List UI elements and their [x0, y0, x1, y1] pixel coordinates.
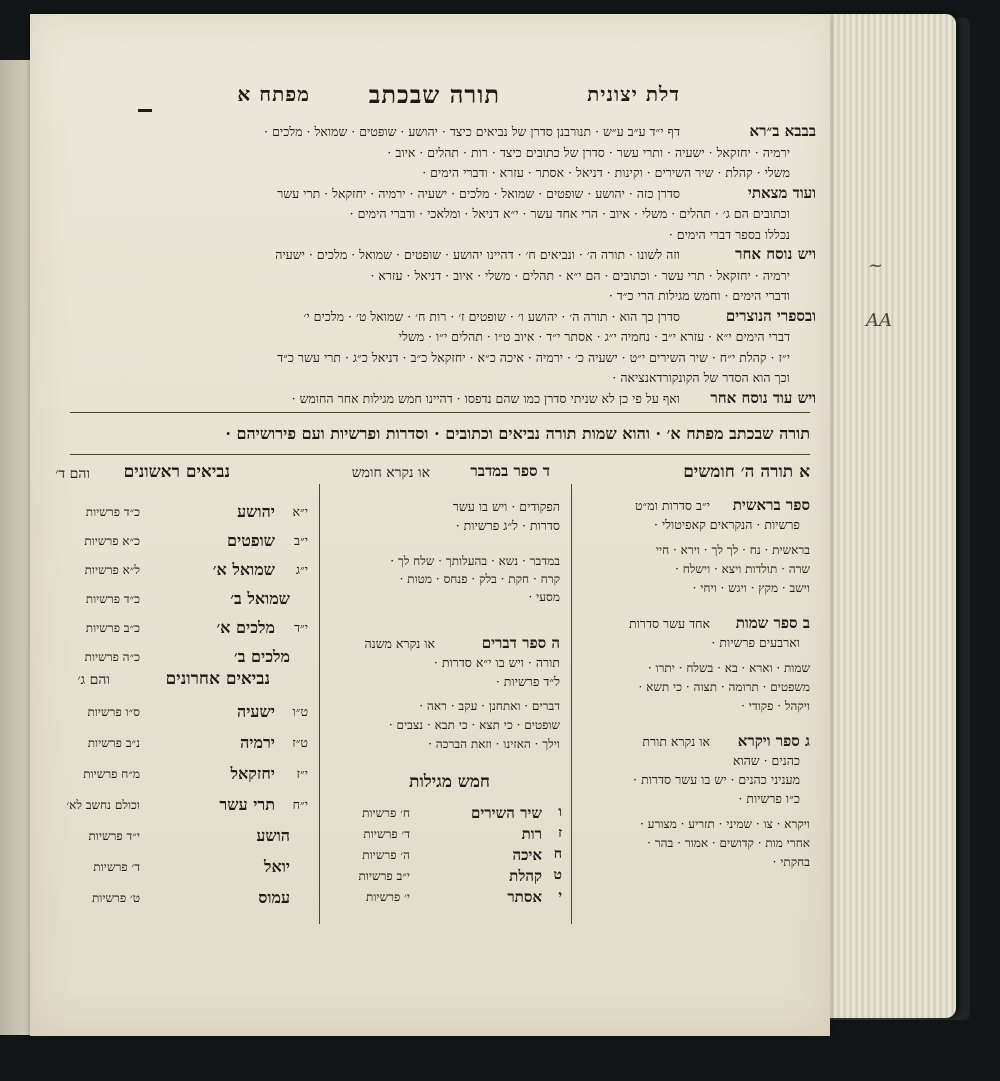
devarim-parashot-line: שופטים · כי תצא · כי תבא · נצבים ·	[388, 718, 560, 732]
parashot-line: שרה · תולדות ויצא · וישלח ·	[675, 562, 810, 576]
prophet-name: מלכים א׳	[216, 618, 275, 637]
early-prophets-tail: והם ד׳	[55, 466, 90, 482]
book-desc-line: וארבעים פרשיות ·	[711, 635, 800, 650]
margin-note-2: AA	[866, 310, 892, 331]
page-stack-edge	[810, 14, 956, 1018]
parashot-line: אחרי מות · קדושים · אמור · בהר ·	[647, 836, 810, 850]
section-title: תורה שבכתב מפתח א׳ · והוא שמות תורה נביאים וכתובים · וסדרות ופרשיות ועם פירושיהם ·	[225, 424, 810, 443]
prophet-num: י״ז	[296, 766, 308, 781]
intro-line: ירמיה · יחזקאל · תרי עשר · וכתובים · הם י״א · תהלים · משלי · איוב · דניאל · עזרא ·	[370, 267, 790, 283]
megillah-count: י״ב פרשיות	[358, 869, 410, 883]
devarim-heading: ה ספר דברים	[481, 634, 560, 652]
megillah-name: אסתר	[507, 888, 542, 906]
book-page	[30, 14, 830, 1036]
prophet-num: י״ב	[293, 533, 308, 548]
margin-note-1: ~	[868, 255, 884, 276]
prophet-num: י״ד	[293, 620, 308, 635]
book-desc-line: מעניני כהנים · יש בו עשר סדרות ·	[633, 772, 800, 787]
later-prophets-heading: נביאים אחרונים	[165, 669, 270, 689]
devarim-desc-line: תורה · ויש בו י״א סדרות ·	[433, 655, 560, 670]
megillah-count: י׳ פרשיות	[366, 890, 410, 904]
prophet-count: וכולם נחשב לא׳	[66, 798, 140, 812]
prophet-count: ס״ו פרשיות	[87, 705, 140, 719]
intro-lead: בבבא ב״רא	[749, 122, 816, 140]
bamidbar-heading: ד ספר במדבר	[470, 462, 550, 480]
megillah-num: ח	[553, 846, 562, 862]
megillah-count: ח׳ פרשיות	[362, 806, 410, 820]
book-desc-line: י״ב סדרות ומ״ט	[635, 498, 710, 513]
bamidbar-parashot-line: במדבר · נשא · בהעלותך · שלח לך ·	[390, 554, 560, 568]
head-left: מפתח א	[237, 82, 310, 106]
megillah-name: שיר השירים	[471, 804, 542, 822]
prophet-name: יואל	[263, 857, 290, 876]
megillah-num: ז	[558, 825, 562, 841]
parashot-line: ויקרא · צו · שמיני · תזריע · מצורע ·	[640, 817, 810, 831]
bamidbar-parashot-line: מסעי ·	[528, 590, 560, 604]
intro-line: ודברי הימים · וחמש מגילות הרי כ״ד ·	[608, 288, 790, 303]
prophet-name: הושע	[256, 826, 290, 845]
devarim-desc-line: או נקרא משנה	[364, 636, 435, 651]
book-heading: ב ספר שמות	[735, 614, 810, 632]
parashot-line: משפטים · תרומה · תצוה · כי תשא ·	[638, 680, 810, 694]
prophet-num: י״ח	[292, 797, 308, 812]
book-heading: ג ספר ויקרא	[737, 732, 810, 750]
megillah-count: ה׳ פרשיות	[362, 848, 410, 862]
divider-section	[70, 454, 810, 455]
megillot-heading: חמש מגילות	[409, 772, 490, 792]
prophet-num: ט״ז	[292, 735, 308, 750]
prophet-count: כ״ב פרשיות	[85, 621, 140, 635]
book-desc-line: אחד עשר סדרות	[628, 616, 710, 631]
megillah-num: ט	[553, 867, 562, 883]
column-divider-2	[319, 484, 320, 924]
intro-line: וכתובים הם ג׳ · תהלים · משלי · איוב · הרי אחד עשר · י״א דניאל · ומלאכי · ודברי הימים ·	[349, 206, 790, 221]
prophet-count: כ״ד פרשיות	[85, 505, 140, 519]
bamidbar-heading-tail: או נקרא חומש	[351, 465, 430, 481]
prophet-count: כ״ד פרשיות	[85, 592, 140, 606]
prophet-name: שמואל ב׳	[230, 589, 290, 608]
prophet-name: יהושע	[237, 502, 275, 521]
prophet-num: י״א	[292, 504, 308, 519]
prophet-name: ירמיה	[240, 733, 275, 752]
intro-line: סדרן כזה · יהושע · שופטים · שמואל · מלכים · ישעיה · ירמיה · יחזקאל · תרי עשר	[277, 185, 680, 201]
prophet-name: שמואל א׳	[212, 560, 275, 579]
prophet-name: יחזקאל	[230, 764, 275, 783]
intro-lead: ועוד מצאתי	[747, 183, 816, 202]
column-divider-1	[571, 484, 572, 924]
prophet-name: ישעיה	[237, 702, 275, 721]
prophet-count: ד׳ פרשיות	[93, 860, 140, 874]
parashot-line: בחקתי ·	[772, 855, 810, 869]
intro-line: ואף על פי כן לא שניתי סדרן כמו שהם נדפסו · דהיינו חמש מגילות אחר החומש ·	[291, 390, 680, 406]
prophet-num: י״ג	[295, 562, 308, 577]
intro-line: סדרן כך הוא · תורה ה׳ · יהושע ו׳ · שופטים ז׳ · רות ח׳ · שמואל ט׳ · מלכים י׳	[303, 308, 680, 324]
intro-line: נכללו בספר דברי הימים ·	[668, 226, 790, 242]
megillah-name: איכה	[512, 846, 542, 864]
intro-line: דף י״ד ע״ב ע״ש · תנורבנן סדרן של נביאים כיצד · יהושע · שופטים · שמואל · מלכים ·	[264, 124, 680, 139]
bamidbar-parashot-line: קרח · חקת · בלק · פנחס · מטות ·	[399, 572, 560, 586]
prophet-name: עמוס	[258, 888, 290, 907]
prophet-name: מלכים ב׳	[234, 647, 290, 666]
bamidbar-desc-line: הפקודים · ויש בו עשר	[452, 499, 560, 514]
devarim-parashot-line: וילך · האזינו · וזאת הברכה ·	[428, 737, 560, 751]
prophet-count: כ״א פרשיות	[84, 534, 140, 548]
prophet-count: כ״ה פרשיות	[84, 650, 140, 664]
later-prophets-tail: והם ג׳	[77, 672, 110, 688]
book-desc-line: כ״ו פרשיות ·	[738, 791, 800, 806]
intro-line: ירמיה · יחזקאל · ישעיה · ותרי עשר · סדרן של כתובים כיצד · רות · תהלים · איוב ·	[387, 144, 790, 160]
intro-line: י״ז · קהלת י״ח · שיר השירים י״ט · ישעיה כ׳ · ירמיה · איכה כ״א · יחזקאל כ״ב · דניאל כ״ג · תרי עשר כ״ד	[277, 349, 790, 365]
bamidbar-desc-line: סדרות · ל״ג פרשיות ·	[455, 518, 560, 533]
parashot-line: בראשית · נח · לך לך · וירא · חיי	[655, 543, 810, 557]
megillah-name: רות	[521, 825, 542, 843]
prophet-count: מ״ח פרשיות	[83, 767, 140, 781]
prophet-count: ט׳ פרשיות	[91, 891, 140, 905]
megillah-num: י	[558, 888, 562, 904]
book-desc-line: פרשיות · הנקראים קאפיטולי ·	[653, 517, 800, 532]
intro-lead: ויש עוד נוסח אחר	[710, 388, 816, 407]
book-desc-line: או נקרא תורת	[642, 734, 710, 749]
parashot-line: ויקהל · פקודי ·	[741, 699, 810, 713]
megillah-name: קהלת	[509, 867, 542, 885]
devarim-desc-line: ל״ד פרשיות ·	[495, 674, 560, 689]
prophet-count: י״ד פרשיות	[88, 829, 140, 843]
intro-lead: ויש נוסח אחר	[735, 245, 816, 263]
devarim-parashot-line: דברים · ואתחנן · עקב · ראה ·	[419, 699, 560, 713]
prophet-num: ט״ו	[292, 704, 308, 719]
megillah-count: ד׳ פרשיות	[363, 827, 410, 841]
divider-top	[70, 412, 810, 413]
prophet-name: תרי עשר	[219, 795, 275, 814]
intro-line: וכך הוא הסדר של הקונקורדאנציאה ·	[612, 370, 790, 385]
intro-lead: ובספרי הנוצרים	[725, 306, 816, 325]
megillah-num: ו	[558, 804, 562, 820]
parashot-line: שמות · וארא · בא · בשלח · יתרו ·	[647, 661, 810, 675]
early-prophets-heading: נביאים ראשונים	[123, 462, 230, 482]
torah-heading: א תורה ה׳ חומשים	[683, 462, 810, 482]
book-heading: ספר בראשית	[732, 496, 810, 514]
prophet-count: ל״א פרשיות	[84, 563, 140, 577]
parashot-line: וישב · מקץ · ויגש · ויחי ·	[692, 581, 810, 595]
page-dash-mark	[138, 109, 152, 112]
intro-line: וזה לשונו · תורה ה׳ · ונביאים ח׳ · דהיינו יהושע · שופטים · שמואל · מלכים · ישעיה	[275, 247, 680, 262]
intro-line: משלי · קהלת · שיר השירים · וקינות · דניאל · אסתר · עזרא · ודברי הימים ·	[422, 165, 790, 180]
head-right: דלת יצונית	[587, 82, 680, 106]
page-title: תורה שבכתב	[368, 80, 500, 109]
prophet-name: שופטים	[227, 531, 275, 550]
book-desc-line: כהנים · שהוא	[732, 753, 800, 768]
prophet-count: נ״ב פרשיות	[87, 736, 140, 750]
intro-line: דברי הימים י״א · עזרא י״ב · נחמיה י״ג · אסתר י״ד · איוב ט״ו · תהלים י״ו · משלי	[398, 329, 790, 344]
